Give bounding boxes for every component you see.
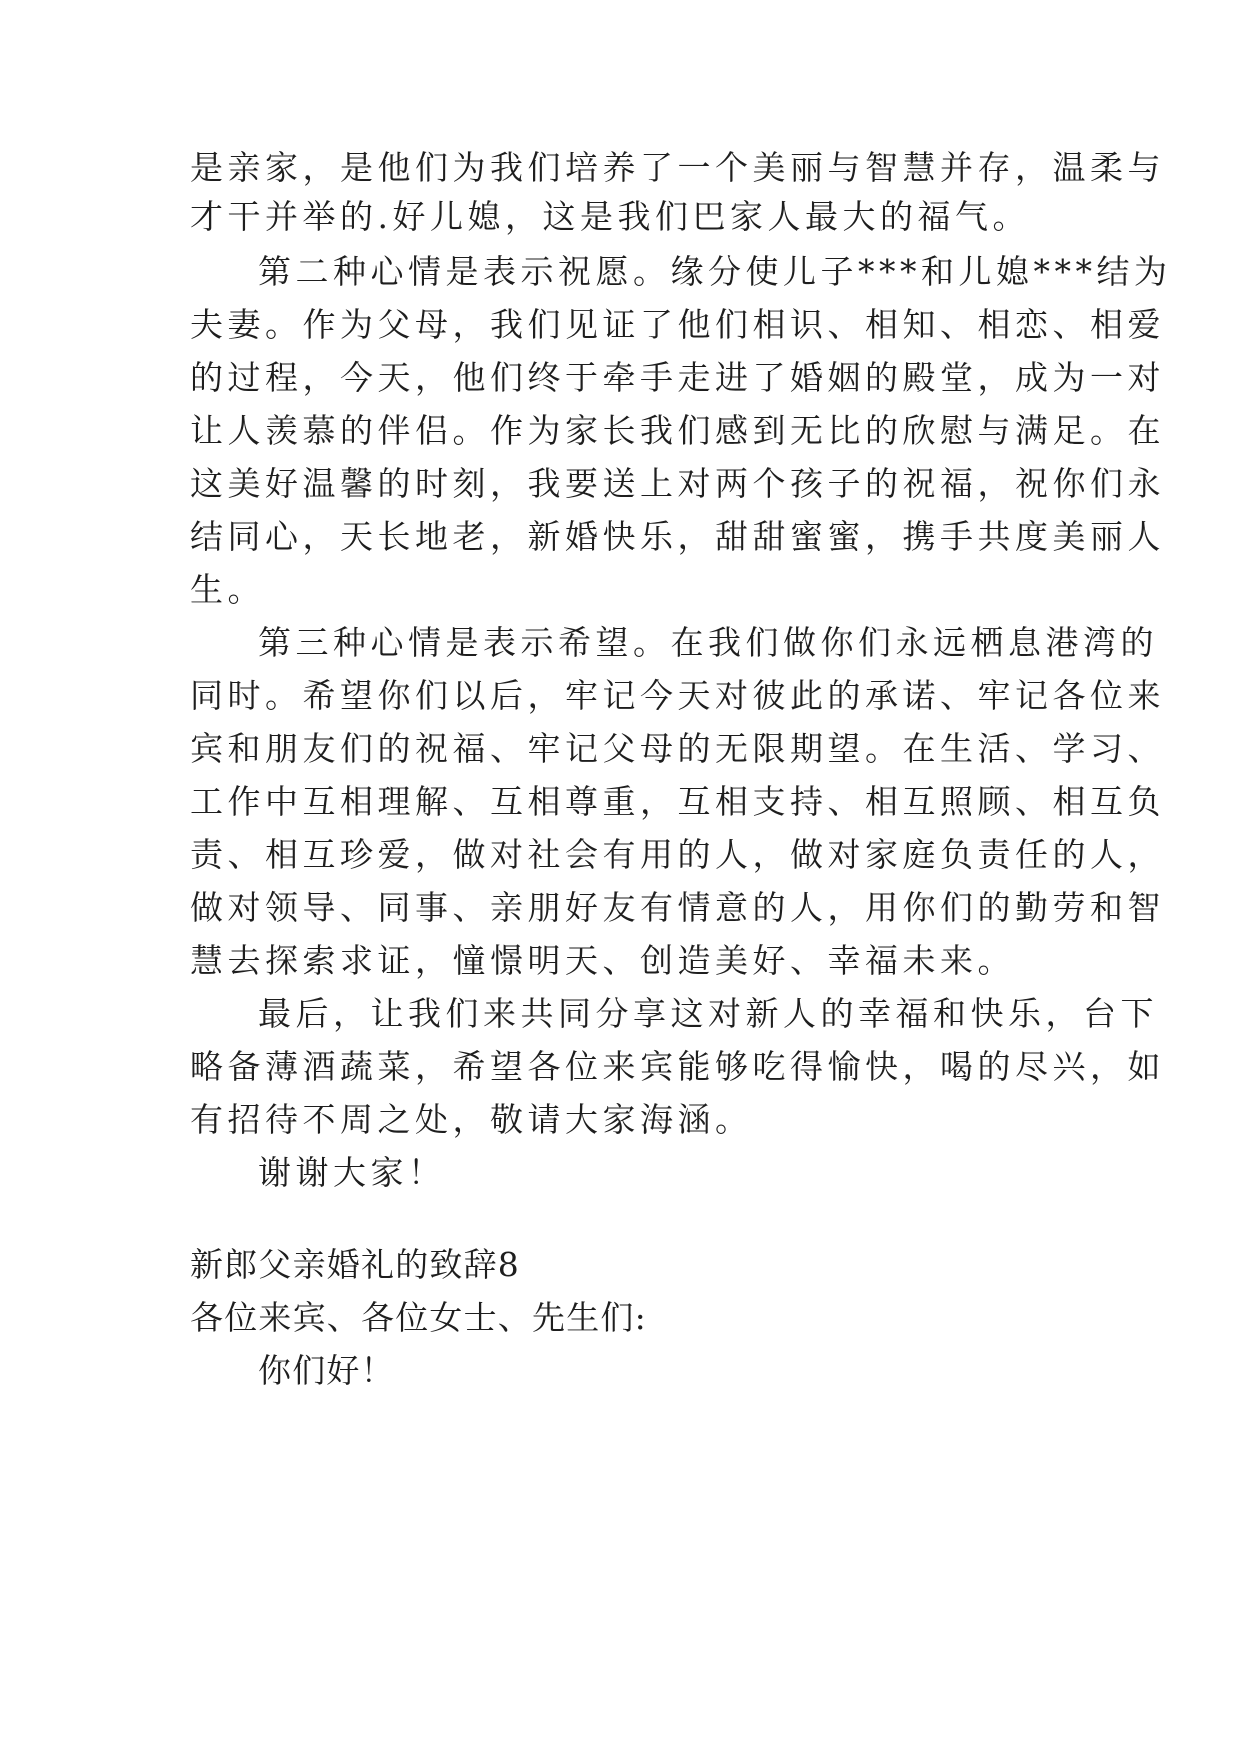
paragraph-line: 有招待不周之处，敬请大家海涵。 xyxy=(190,1100,753,1139)
paragraph-line: 第二种心情是表示祝愿。缘分使儿子***和儿媳***结为 xyxy=(258,252,1172,291)
paragraph-line: 夫妻。作为父母，我们见证了他们相识、相知、相恋、相爱 xyxy=(190,305,1165,344)
paragraph-line: 慧去探索求证，憧憬明天、创造美好、幸福未来。 xyxy=(190,941,1015,980)
closing-line: 谢谢大家！ xyxy=(258,1153,446,1192)
paragraph-line: 生。 xyxy=(190,570,265,609)
paragraph-line: 责、相互珍爱，做对社会有用的人，做对家庭负责任的人， xyxy=(190,835,1165,874)
paragraph-line: 同时。希望你们以后，牢记今天对彼此的承诺、牢记各位来 xyxy=(190,676,1165,715)
paragraph-line: 第三种心情是表示希望。在我们做你们永远栖息港湾的 xyxy=(258,623,1158,662)
paragraph-line: 是亲家，是他们为我们培养了一个美丽与智慧并存，温柔与 xyxy=(190,148,1165,187)
paragraph-line: 的过程，今天，他们终于牵手走进了婚姻的殿堂，成为一对 xyxy=(190,358,1165,397)
paragraph-line: 最后，让我们来共同分享这对新人的幸福和快乐，台下 xyxy=(258,994,1158,1033)
paragraph-line: 这美好温馨的时刻，我要送上对两个孩子的祝福，祝你们永 xyxy=(190,464,1165,503)
paragraph-line: 略备薄酒蔬菜，希望各位来宾能够吃得愉快，喝的尽兴，如 xyxy=(190,1047,1165,1086)
greeting-line: 你们好！ xyxy=(258,1351,395,1390)
paragraph-line: 结同心，天长地老，新婚快乐，甜甜蜜蜜，携手共度美丽人 xyxy=(190,517,1165,556)
paragraph-line: 让人羡慕的伴侣。作为家长我们感到无比的欣慰与满足。在 xyxy=(190,411,1165,450)
paragraph-line: 工作中互相理解、互相尊重，互相支持、相互照顾、相互负 xyxy=(190,782,1165,821)
paragraph-line: 宾和朋友们的祝福、牢记父母的无限期望。在生活、学习、 xyxy=(190,729,1165,768)
section-title: 新郎父亲婚礼的致辞8 xyxy=(190,1245,520,1284)
paragraph-line: 才干并举的.好儿媳，这是我们巴家人最大的福气。 xyxy=(190,197,1030,236)
salutation: 各位来宾、各位女士、先生们: xyxy=(190,1298,647,1337)
paragraph-line: 做对领导、同事、亲朋好友有情意的人，用你们的勤劳和智 xyxy=(190,888,1165,927)
